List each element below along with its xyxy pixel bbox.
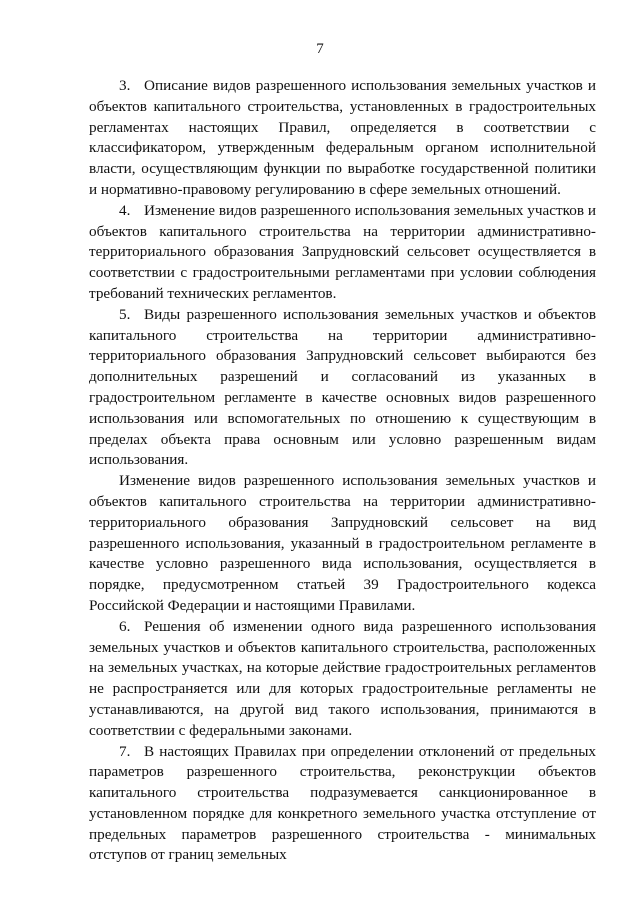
document-body: [89, 76, 596, 866]
paragraph-6: [89, 617, 596, 742]
page-number: 7: [316, 41, 324, 57]
paragraph-text: Изменение видов разрешенного использования земельных участков и объектов капитального строительства на территории административно-территориального образования Запрудновский сельсовет осуществляется в соответствии с градостроительными регламентами при условии соблюдения требований технических регламентов.: [89, 201, 596, 302]
paragraph-number: 7.: [119, 742, 131, 760]
paragraph-number: 4.: [119, 201, 131, 219]
paragraph-4: [89, 201, 596, 305]
paragraph-number: 3.: [119, 77, 131, 94]
paragraph-5: [89, 305, 596, 471]
paragraph-3: [89, 76, 596, 201]
paragraph-text: Описание видов разрешенного использования земельных участков и объектов капитального строительства, установленных в градостроительных регламентах настоящих Правил, определяется в соответствии с классификатором, утвержденным федеральным органом исполнительной власти, осуществляющим функции по выработке государственной политики и нормативно-правовому регулированию в сфере земельных отношений.: [89, 77, 596, 198]
paragraph-text: Изменение видов разрешенного использования земельных участков и объектов капитального строительства на территории административно-территориального образования Запрудновский сельсовет на вид разрешенного использования, указанный в градостроительном регламенте в качестве условно разрешенного вида использования, осуществляется в порядке, предусмотренном статьей 39 Градостроительного кодекса Российской Федерации и настоящими Правилами.: [89, 472, 596, 614]
paragraph-text: Решения об изменении одного вида разрешенного использования земельных участков и объектов капитального строительства, расположенных на земельных участках, на которые действие градостроительных регламентов не распространяется или для которых градостроительные регламенты не устанавливаются, на другой вид такого использования, принимаются в соответствии с федеральными законами.: [89, 617, 596, 739]
paragraph-text: В настоящих Правилах при определении отклонений от предельных параметров разрешенного строительства, реконструкции объектов капитального строительства подразумевается санкционированное в установленном порядке для конкретного земельного участка отступление от предельных параметров разрешенного строительства - минимальных отступов от границ земельных: [89, 742, 596, 864]
paragraph-number: 6.: [119, 617, 131, 635]
paragraph-7: [89, 742, 596, 867]
paragraph-number: 5.: [119, 305, 131, 323]
paragraph-5-continued: [89, 471, 596, 617]
paragraph-text: Виды разрешенного использования земельных участков и объектов капитального строительства на территории административно-территориального образования Запрудновский сельсовет выбираются без дополнительных разрешений и согласований из указанных в градостроительном регламенте в качестве основных видов разрешенного использования или вспомогательных по отношению к существующим в пределах объекта права основным или условно разрешенным видам использования.: [89, 305, 596, 469]
